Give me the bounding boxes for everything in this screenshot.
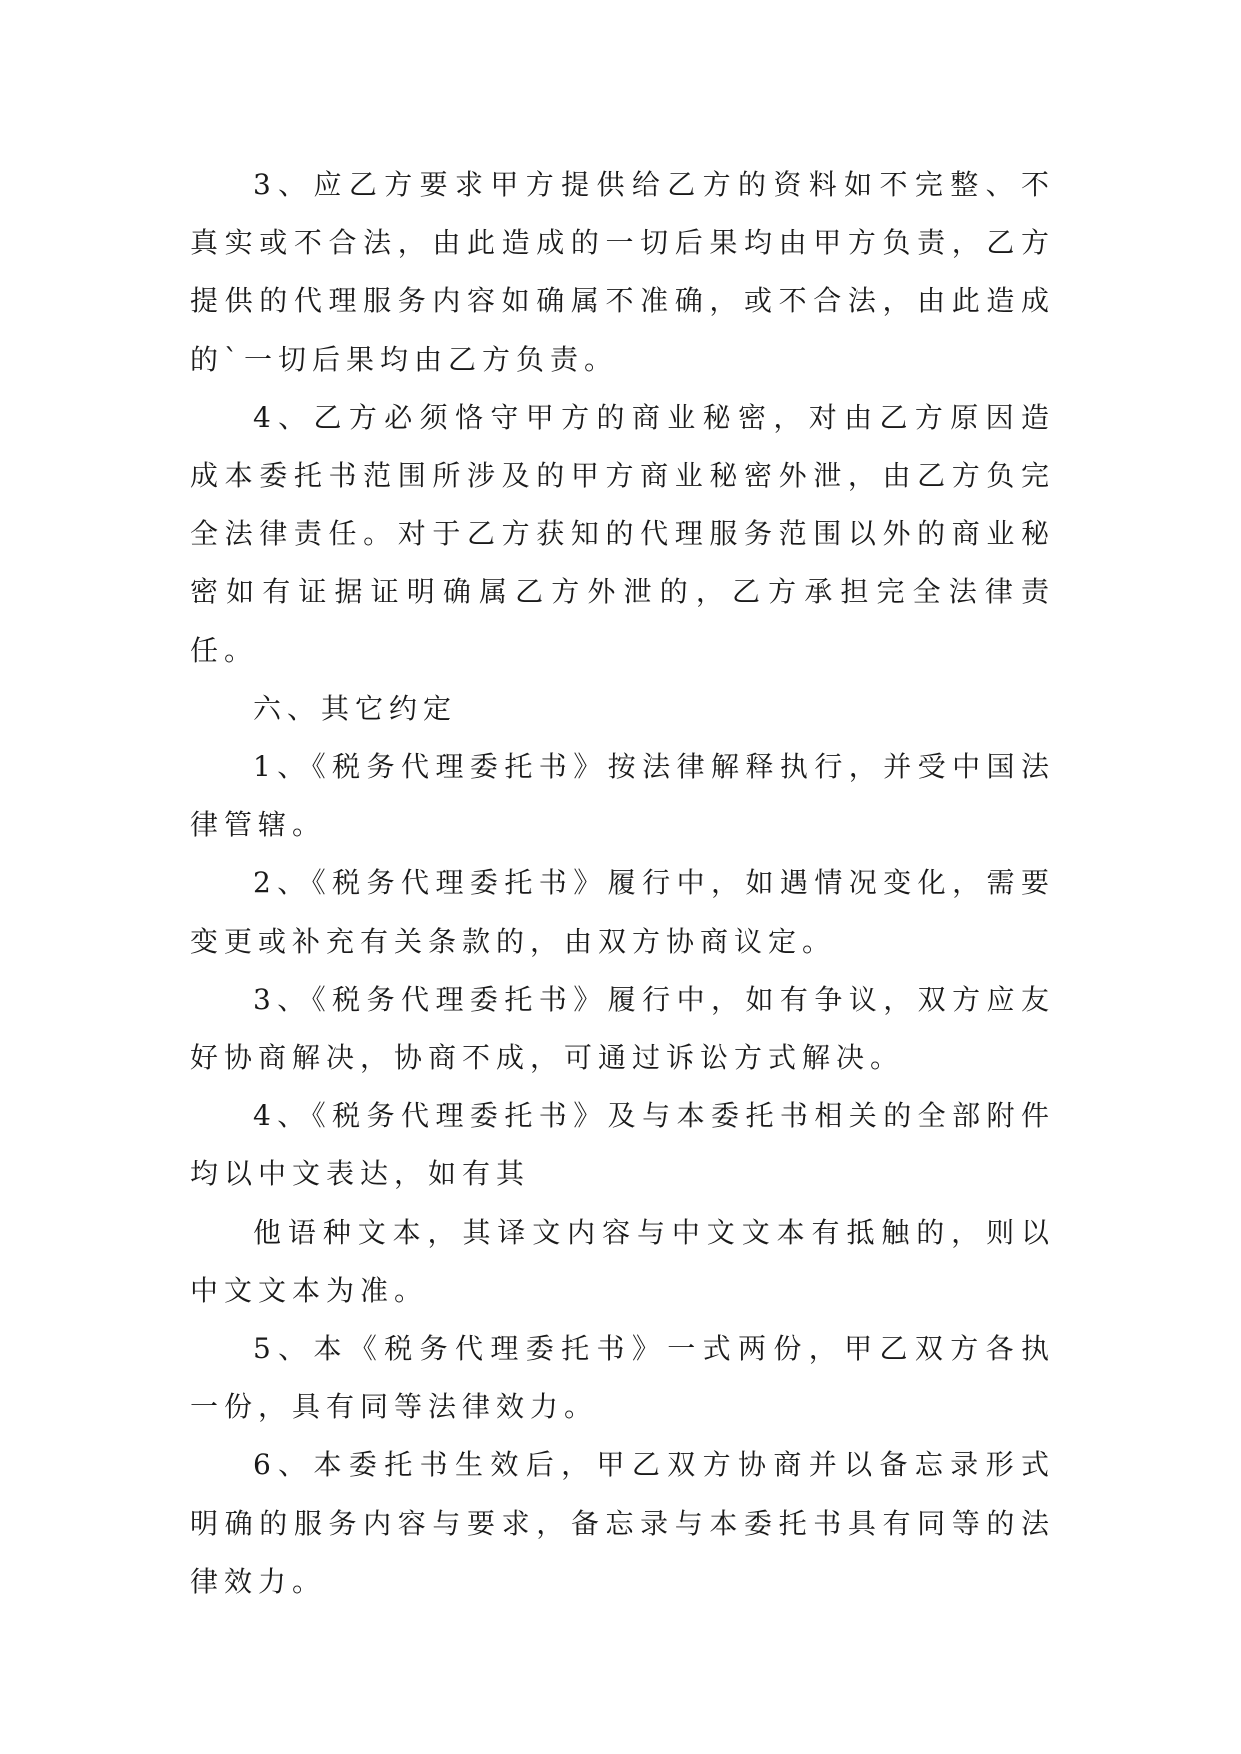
clause-paragraph: 5、本《税务代理委托书》一式两份，甲乙双方各执一份，具有同等法律效力。 — [190, 1332, 1055, 1424]
clause-paragraph: 1、《税务代理委托书》按法律解释执行，并受中国法律管辖。 — [190, 750, 1055, 842]
clause-paragraph: 4、《税务代理委托书》及与本委托书相关的全部附件均以中文表达，如有其 — [190, 1099, 1055, 1191]
document-body — [190, 156, 1055, 1611]
clause-paragraph: 3、《税务代理委托书》履行中，如有争议，双方应友好协商解决，协商不成，可通过诉讼方式解决。 — [190, 982, 1055, 1075]
clause-paragraph: 2、《税务代理委托书》履行中，如遇情况变化，需要变更或补充有关条款的，由双方协商议定。 — [190, 866, 1055, 958]
clause-paragraph: 6、本委托书生效后，甲乙双方协商并以备忘录形式明确的服务内容与要求，备忘录与本委托书具有同等的法律效力。 — [190, 1448, 1055, 1598]
clause-paragraph: 3、应乙方要求甲方提供给乙方的资料如不完整、不真实或不合法，由此造成的一切后果均由甲方负责，乙方提供的代理服务内容如确属不准确，或不合法，由此造成的`一切后果均由乙方负责。 — [190, 168, 1055, 376]
section-heading: 六、其它约定 — [253, 691, 458, 725]
clause-paragraph: 他语种文本，其译文内容与中文文本有抵触的，则以中文文本为准。 — [190, 1215, 1055, 1307]
clause-paragraph: 4、乙方必须恪守甲方的商业秘密，对由乙方原因造成本委托书范围所涉及的甲方商业秘密外泄，由乙方负完全法律责任。对于乙方获知的代理服务范围以外的商业秘密如有证据证明确属乙方外泄的，乙方承担完全法律责任。 — [190, 400, 1055, 667]
